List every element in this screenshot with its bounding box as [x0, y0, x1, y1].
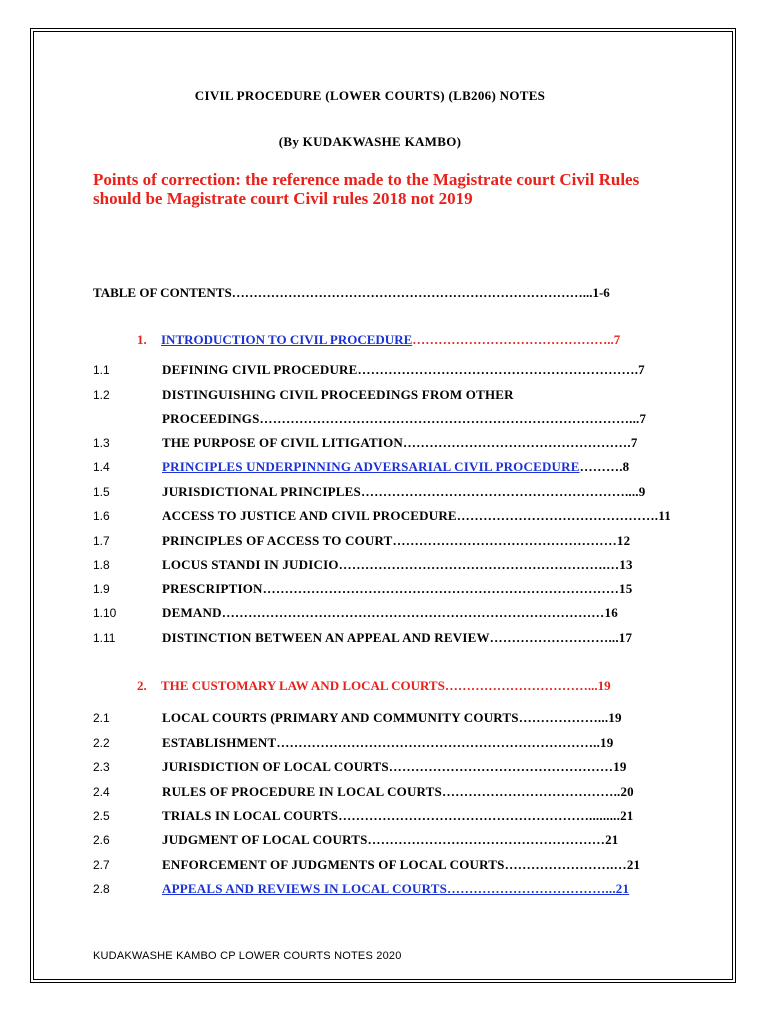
toc-entry-text: JURISDICTIONAL PRINCIPLES……………………………………………………....9 [162, 484, 646, 499]
document-title: CIVIL PROCEDURE (LOWER COURTS) (LB206) NOTES [194, 88, 546, 103]
toc-entry [93, 832, 673, 852]
toc-entry [93, 362, 673, 382]
page-footer: KUDAKWASHE KAMBO CP LOWER COURTS NOTES 2020 [93, 950, 402, 962]
toc-entry [93, 630, 673, 650]
section-title: THE CUSTOMARY LAW AND LOCAL COURTS [161, 678, 445, 693]
toc-entry-number: 2.5 [93, 809, 110, 823]
correction-line-1: Points of correction: the reference made to the Magistrate court Civil Rules [93, 170, 640, 189]
toc-entry[interactable] [93, 459, 673, 479]
toc-entry-text: DISTINGUISHING CIVIL PROCEEDINGS FROM OTHER [162, 387, 514, 402]
toc-entry-text: ACCESS TO JUSTICE AND CIVIL PROCEDURE……………………………………….11 [162, 508, 671, 523]
correction-note [93, 170, 693, 208]
toc-entry-number: 2.2 [93, 736, 110, 750]
toc-entry-text: LOCUS STANDI IN JUDICIO…………………………………………………….…13 [162, 557, 633, 572]
toc-entry-number: 1.6 [93, 509, 110, 523]
toc-entry-text: PRESCRIPTION………………………………………………………………………15 [162, 581, 633, 596]
toc-entry-number: 1.1 [93, 363, 110, 377]
toc-entry-number: 1.9 [93, 582, 110, 596]
toc-entry-number: 1.5 [93, 485, 110, 499]
section-heading-2 [137, 678, 611, 694]
toc-entry-number: 2.1 [93, 711, 110, 725]
toc-entry-number: 1.10 [93, 606, 117, 620]
toc-entry [93, 735, 673, 755]
correction-line-2: should be Magistrate court Civil rules 2018 not 2019 [93, 189, 473, 208]
toc-entry [93, 411, 673, 431]
toc-entry-number: 2.6 [93, 833, 110, 847]
toc-entry [93, 557, 673, 577]
document-author: (By KUDAKWASHE KAMBO) [278, 134, 462, 149]
toc-entry[interactable] [93, 881, 673, 901]
toc-entry [93, 857, 673, 877]
toc-entry [93, 710, 673, 730]
toc-entry [93, 759, 673, 779]
toc-entry [93, 508, 673, 528]
toc-entry-number: 1.3 [93, 436, 110, 450]
section-number: 1. [137, 332, 147, 347]
toc-entry-text: TRIALS IN LOCAL COURTS………………………………………………….........21 [162, 808, 634, 823]
toc-entry-text: ESTABLISHMENT………………………………………………………………..19 [162, 735, 614, 750]
toc-entry-number: 2.7 [93, 858, 110, 872]
toc-entry-number: 1.2 [93, 388, 110, 402]
toc-entry [93, 784, 673, 804]
toc-entry-link[interactable] [162, 881, 629, 897]
toc-entry-text: PRINCIPLES OF ACCESS TO COURT……………………………………………12 [162, 533, 631, 548]
toc-entry-number: 2.3 [93, 760, 110, 774]
toc-entry-number: 1.11 [93, 631, 116, 645]
toc-entry [93, 533, 673, 553]
toc-entry-number: 1.7 [93, 534, 110, 548]
toc-entry-dots: ……….8 [579, 459, 630, 474]
section-heading-1 [137, 332, 620, 348]
toc-entry [93, 484, 673, 504]
toc-entry [93, 435, 673, 455]
toc-entry-number: 1.8 [93, 558, 110, 572]
toc-entry-label: PRINCIPLES UNDERPINNING ADVERSARIAL CIVIL PROCEDURE [162, 459, 580, 474]
toc-entry-label: APPEALS AND REVIEWS IN LOCAL COURTS [162, 881, 448, 896]
toc-entry-text: JUDGMENT OF LOCAL COURTS………………………………………………21 [162, 832, 619, 847]
toc-entry [93, 808, 673, 828]
toc-entry-number: 2.4 [93, 785, 110, 799]
toc-entry-text: THE PURPOSE OF CIVIL LITIGATION…………………………………………….7 [162, 435, 638, 450]
toc-entry [93, 581, 673, 601]
toc-entry-text: JURISDICTION OF LOCAL COURTS……………………………………………19 [162, 759, 627, 774]
table-of-contents-heading: TABLE OF CONTENTS………………………………………………………………………...1-6 [93, 285, 610, 300]
section-dots: ………………………………………..7 [412, 332, 621, 347]
toc-entry-text: PROCEEDINGS…………………………………………………………………………...7 [162, 411, 647, 426]
toc-entry-text: RULES OF PROCEDURE IN LOCAL COURTS…………………………………..20 [162, 784, 634, 799]
toc-entry-text: DEFINING CIVIL PROCEDURE……………………………………………………….7 [162, 362, 645, 377]
toc-entry-text: DISTINCTION BETWEEN AN APPEAL AND REVIEW………………………...17 [162, 630, 633, 645]
toc-entry-link[interactable] [162, 459, 629, 475]
toc-entry-number: 2.8 [93, 882, 110, 896]
toc-entry [93, 605, 673, 625]
toc-entry-dots: ………………………………...21 [447, 881, 630, 896]
toc-entry-number: 1.4 [93, 460, 110, 474]
section-number: 2. [137, 678, 147, 693]
toc-entry-text: DEMAND……………………………………………………………………………16 [162, 605, 618, 620]
section-dots: ……………………………...19 [444, 678, 611, 693]
toc-entry-text: ENFORCEMENT OF JUDGMENTS OF LOCAL COURTS…………………….…21 [162, 857, 641, 872]
toc-entry [93, 387, 673, 407]
toc-entry-text: LOCAL COURTS (PRIMARY AND COMMUNITY COURTS………………...19 [162, 710, 622, 725]
section-link-introduction[interactable]: INTRODUCTION TO CIVIL PROCEDURE [161, 332, 413, 347]
